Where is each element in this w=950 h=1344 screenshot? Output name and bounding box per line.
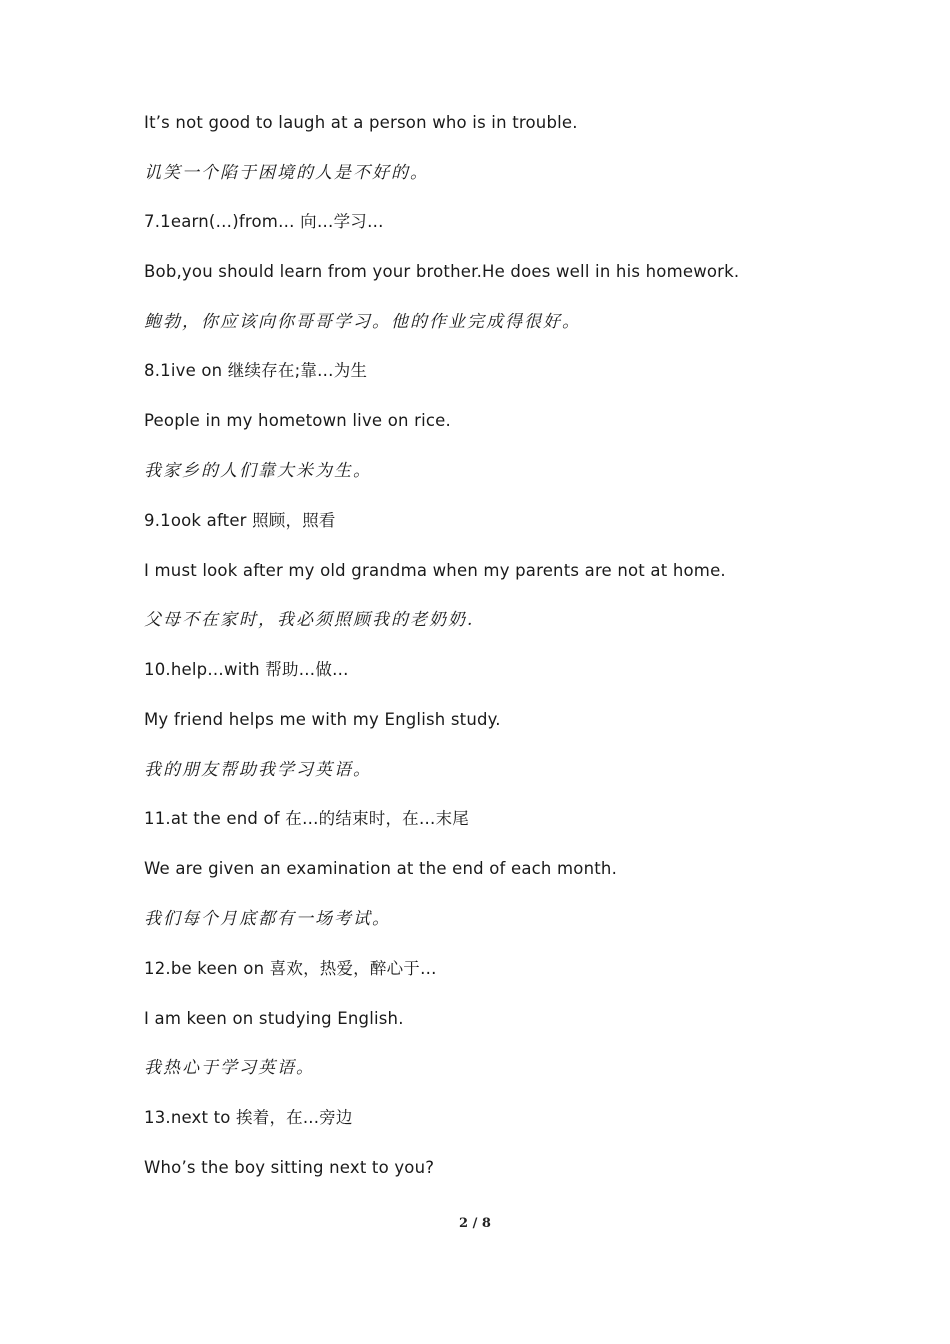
example-sentence-en: I am keen on studying English. <box>144 1009 404 1028</box>
example-sentence-en: Bob,you should learn from your brother.He does well in his homework. <box>144 262 740 281</box>
example-sentence-zh: 我们每个月底都有一场考试。 <box>144 909 391 929</box>
phrase-heading: 7.1earn(…)from… 向…学习… <box>144 212 384 231</box>
example-sentence-zh: 父母不在家时，我必须照顾我的老奶奶. <box>144 610 475 630</box>
phrase-heading: 11.at the end of 在…的结束时，在…末尾 <box>144 809 469 828</box>
example-sentence-zh: 鲍勃，你应该向你哥哥学习。他的作业完成得很好。 <box>144 312 581 332</box>
example-sentence-en: My friend helps me with my English study. <box>144 710 501 729</box>
example-sentence-en: It’s not good to laugh at a person who is in trouble. <box>144 113 578 132</box>
phrase-heading: 8.1ive on 继续存在;靠…为生 <box>144 361 368 380</box>
example-sentence-en: We are given an examination at the end of each month. <box>144 859 618 878</box>
example-sentence-zh: 我家乡的人们靠大米为生。 <box>144 461 372 481</box>
phrase-heading: 9.1ook after 照顾，照看 <box>144 511 336 530</box>
page-number: 2 / 8 <box>459 1216 491 1231</box>
example-sentence-zh: 我的朋友帮助我学习英语。 <box>144 760 372 780</box>
example-sentence-en: I must look after my old grandma when my parents are not at home. <box>144 561 726 580</box>
phrase-heading: 13.next to 挨着，在...旁边 <box>144 1108 353 1127</box>
example-sentence-en: People in my hometown live on rice. <box>144 411 451 430</box>
example-sentence-zh: 讥笑一个陷于困境的人是不好的。 <box>144 163 429 183</box>
phrase-heading: 12.be keen on 喜欢，热爱，醉心于… <box>144 959 437 978</box>
phrase-heading: 10.help…with 帮助…做… <box>144 660 349 679</box>
example-sentence-zh: 我热心于学习英语。 <box>144 1058 315 1078</box>
example-sentence-en: Who’s the boy sitting next to you? <box>144 1158 435 1177</box>
